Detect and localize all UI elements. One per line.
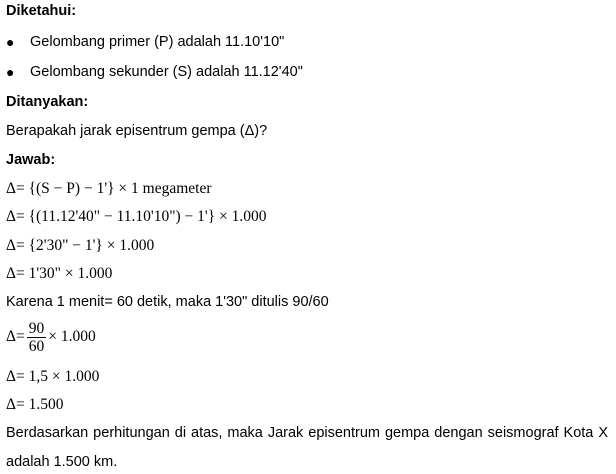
equation-line-3: Δ= {2'30" − 1'} × 1.000 (6, 237, 155, 254)
fraction-suffix: × 1.000 (48, 328, 96, 346)
question-text: Berapakah jarak episentrum gempa (Δ)? (6, 123, 268, 139)
equation-line-1: Δ= {(S − P) − 1'} × 1 megameter (6, 180, 212, 197)
bullet-icon: ● (6, 64, 15, 80)
fraction (27, 320, 47, 355)
known-heading: Diketahui: (6, 3, 77, 19)
equation-line-6: Δ= 1.500 (6, 396, 64, 413)
bullet-text-secondary: Gelombang sekunder (S) adalah 11.12'40" (30, 64, 303, 80)
bullet-icon: ● (6, 34, 15, 50)
note-text: Karena 1 menit= 60 detik, maka 1'30" ditulis 90/60 (6, 294, 329, 310)
fraction-equation (6, 320, 96, 355)
conclusion-line-1: Berdasarkan perhitungan di atas, maka Jarak episentrum gempa dengan seismograf Kota X (6, 425, 608, 441)
answer-heading: Jawab: (6, 152, 56, 168)
fraction-numerator: 90 (28, 320, 45, 337)
equation-line-4: Δ= 1'30" × 1.000 (6, 265, 113, 282)
conclusion-line-2: adalah 1.500 km. (6, 454, 118, 470)
fraction-prefix: Δ= (6, 328, 25, 346)
fraction-denominator: 60 (28, 338, 45, 355)
equation-line-5: Δ= 1,5 × 1.000 (6, 368, 100, 385)
asked-heading: Ditanyakan: (6, 94, 89, 110)
equation-line-2: Δ= {(11.12'40" − 11.10'10") − 1'} × 1.000 (6, 208, 267, 225)
bullet-text-primary: Gelombang primer (P) adalah 11.10'10" (30, 34, 285, 50)
